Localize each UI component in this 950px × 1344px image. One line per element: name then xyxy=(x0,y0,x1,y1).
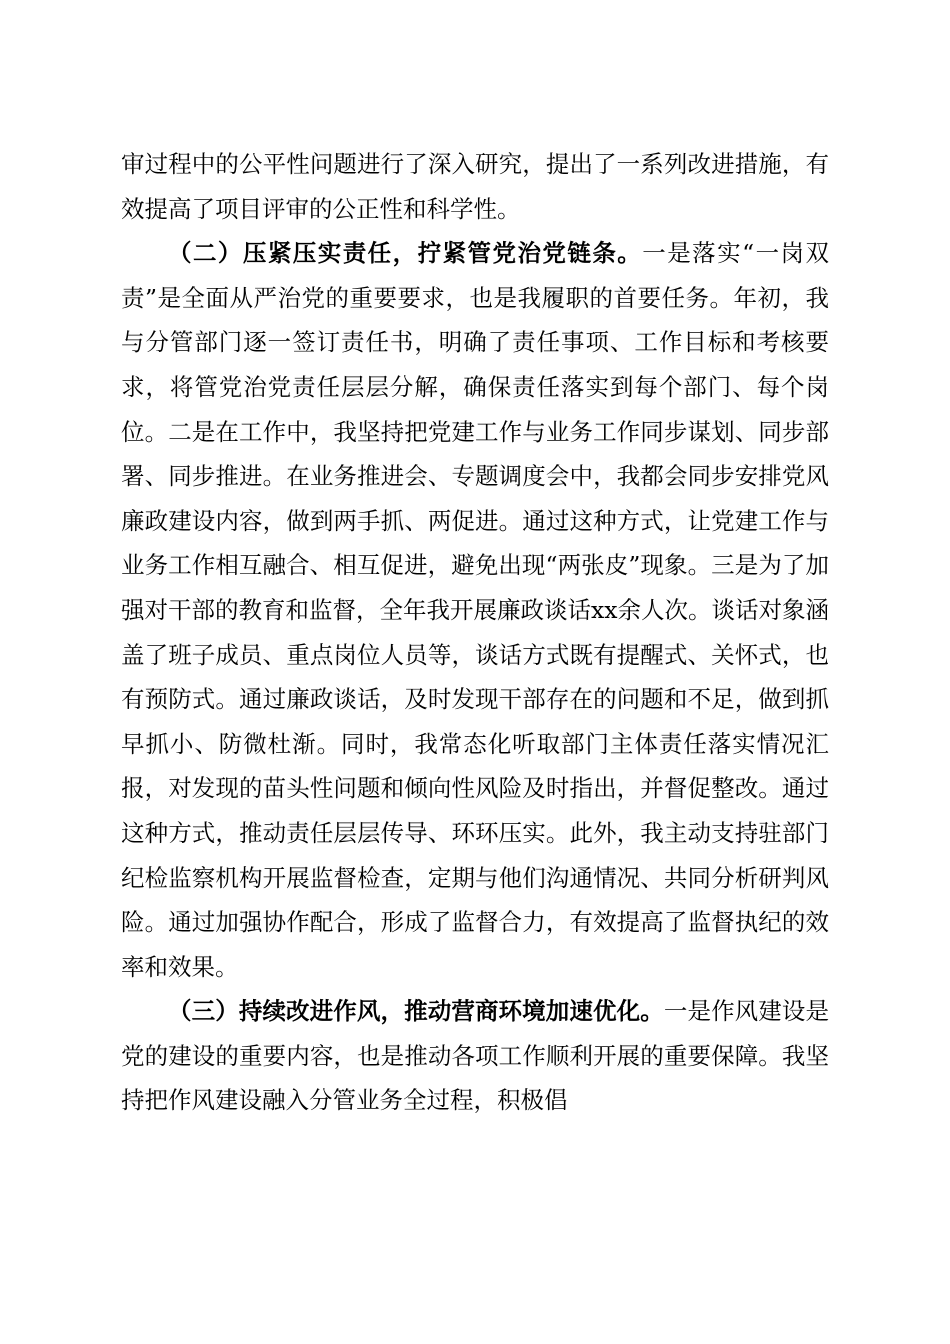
paragraph-text: 一是落实“一岗双责”是全面从严治党的重要要求，也是我履职的首要任务。年初，我与分管部门逐一签订责任书，明确了责任事项、工作目标和考核要求，将管党治党责任层层分解，确保责任落实到每个部门、每个岗位。二是在工作中，我坚持把党建工作与业务工作同步谋划、同步部署、同步推进。在业务推进会、专题调度会中，我都会同步安排党风廉政建设内容，做到两手抓、两促进。通过这种方式，让党建工作与业务工作相互融合、相互促进，避免出现“两张皮”现象。三是为了加强对干部的教育和监督，全年我开展廉政谈话xx余人次。谈话对象涵盖了班子成员、重点岗位人员等，谈话方式既有提醒式、关怀式，也有预防式。通过廉政谈话，及时发现干部存在的问题和不足，做到抓早抓小、防微杜渐。同时，我常态化听取部门主体责任落实情况汇报，对发现的苗头性问题和倾向性风险及时指出，并督促整改。通过这种方式，推动责任层层传导、环环压实。此外，我主动支持驻部门纪检监察机构开展监督检查，定期与他们沟通情况、共同分析研判风险。通过加强协作配合，形成了监督合力，有效提高了监督执纪的效率和效果。 xyxy=(121,239,830,981)
section-heading: （三）持续改进作风，推动营商环境加速优化。 xyxy=(168,997,664,1026)
section-heading: （二）压紧压实责任，拧紧管党治党链条。 xyxy=(168,239,643,268)
paragraph-continuation xyxy=(121,142,829,231)
paragraph-text: 一是作风建设是党的建设的重要内容，也是推动各项工作顺利开展的重要保障。我坚持把作风建设融入分管业务全过程，积极倡 xyxy=(121,997,830,1115)
paragraph-section-3 xyxy=(121,989,829,1123)
paragraph-text: 审过程中的公平性问题进行了深入研究，提出了一系列改进措施，有效提高了项目评审的公正性和科学性。 xyxy=(121,150,829,223)
paragraph-section-2 xyxy=(121,231,829,989)
document-body xyxy=(121,142,829,1123)
